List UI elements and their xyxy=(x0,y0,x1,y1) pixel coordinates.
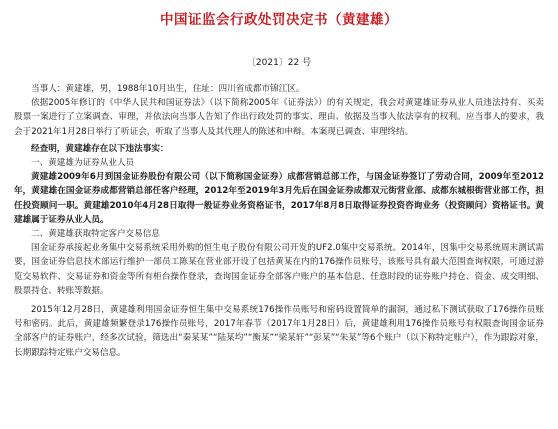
section-2-body-2: 2015年12月28日，黄建雄利用国金证券恒生集中交易系统176操作员账号和密码设置简单的漏洞，通过私下测试获取了176操作员账号和密码。此后，黄建雄频繁登录176操作员账号，2017年春节（2017年1月28日）后，黄建雄利用176操作员账号有权限查询国金证券全部客户的证券账户，经多次试验，筛选出“秦某某”“陆某均”“衡某”“梁某轩”“彭某”“朱某”等6个账户（以下称特定账户），作为跟踪对象，长期跟踪特定账户交易信息。 xyxy=(14,305,544,358)
section-2-body-1: 国金证券承接起业务集中交易系统采用外购的恒生电子股份有限公司开发的UF2.0集中交易系统。2014年，因集中交易系统周末测试需要，国金证券信息技术部运行维护一部员工陈某在营业部开设了包括黄某在内的176操作员账号，该账号具有最大范围查询权限，可通过游览交易软件、交易证券和资金等所有柜台操作登录，查询国金证券全部客户账户的基本信息、任意时段的证券账户持仓、资金、成交明细、股票持仓、转账等数据。 xyxy=(14,243,544,296)
basis-paragraph: 依据2005年修订的《中华人民共和国证券法》（以下简称2005年《证券法》）的有关规定，我会对黄建雄证券从业人员违法持有、买卖股票一案进行了立案调查、审理，并依法向当事人告知了作出行政处罚的事实、理由、依据及当事人依法享有的权利。应当事人的要求，我会于2021年1月28日举行了听证会，听取了当事人及其代理人的陈述和申辩。本案现已调查、审理终结。 xyxy=(14,98,544,137)
document-number: 〔2021〕22 号 xyxy=(246,58,312,68)
findings-intro: 经查明，黄建雄存在以下违法事实： xyxy=(31,143,169,154)
section-heading-2: 二、黄建雄获取特定客户交易信息 xyxy=(31,229,160,240)
section-heading-1: 一、黄建雄为证券从业人员 xyxy=(31,158,135,169)
section-1-body: 黄建雄2009年6月到国金证券股份有限公司（以下简称国金证券）成都营销总部工作，与国金证券签订了劳动合同，2009年至2012年，黄建雄在国金证券成都营销总部任客户经理，2012年至2019年3月先后在国金证券成都双元街营业部、成都东城根街营业部工作，担任投资顾问一职。黄建雄2010年4月28日取得一般证券业务资格证书，2017年8月8日取得证券投资咨询业务（投资顾问）资格证书。黄建雄属于证券从业人员。 xyxy=(14,172,544,225)
party-paragraph: 当事人：黄建雄，男，1988年10月出生，住址：四川省成都市锦江区。 xyxy=(31,84,305,94)
document-title: 中国证监会行政处罚决定书（黄建雄） xyxy=(160,12,398,28)
